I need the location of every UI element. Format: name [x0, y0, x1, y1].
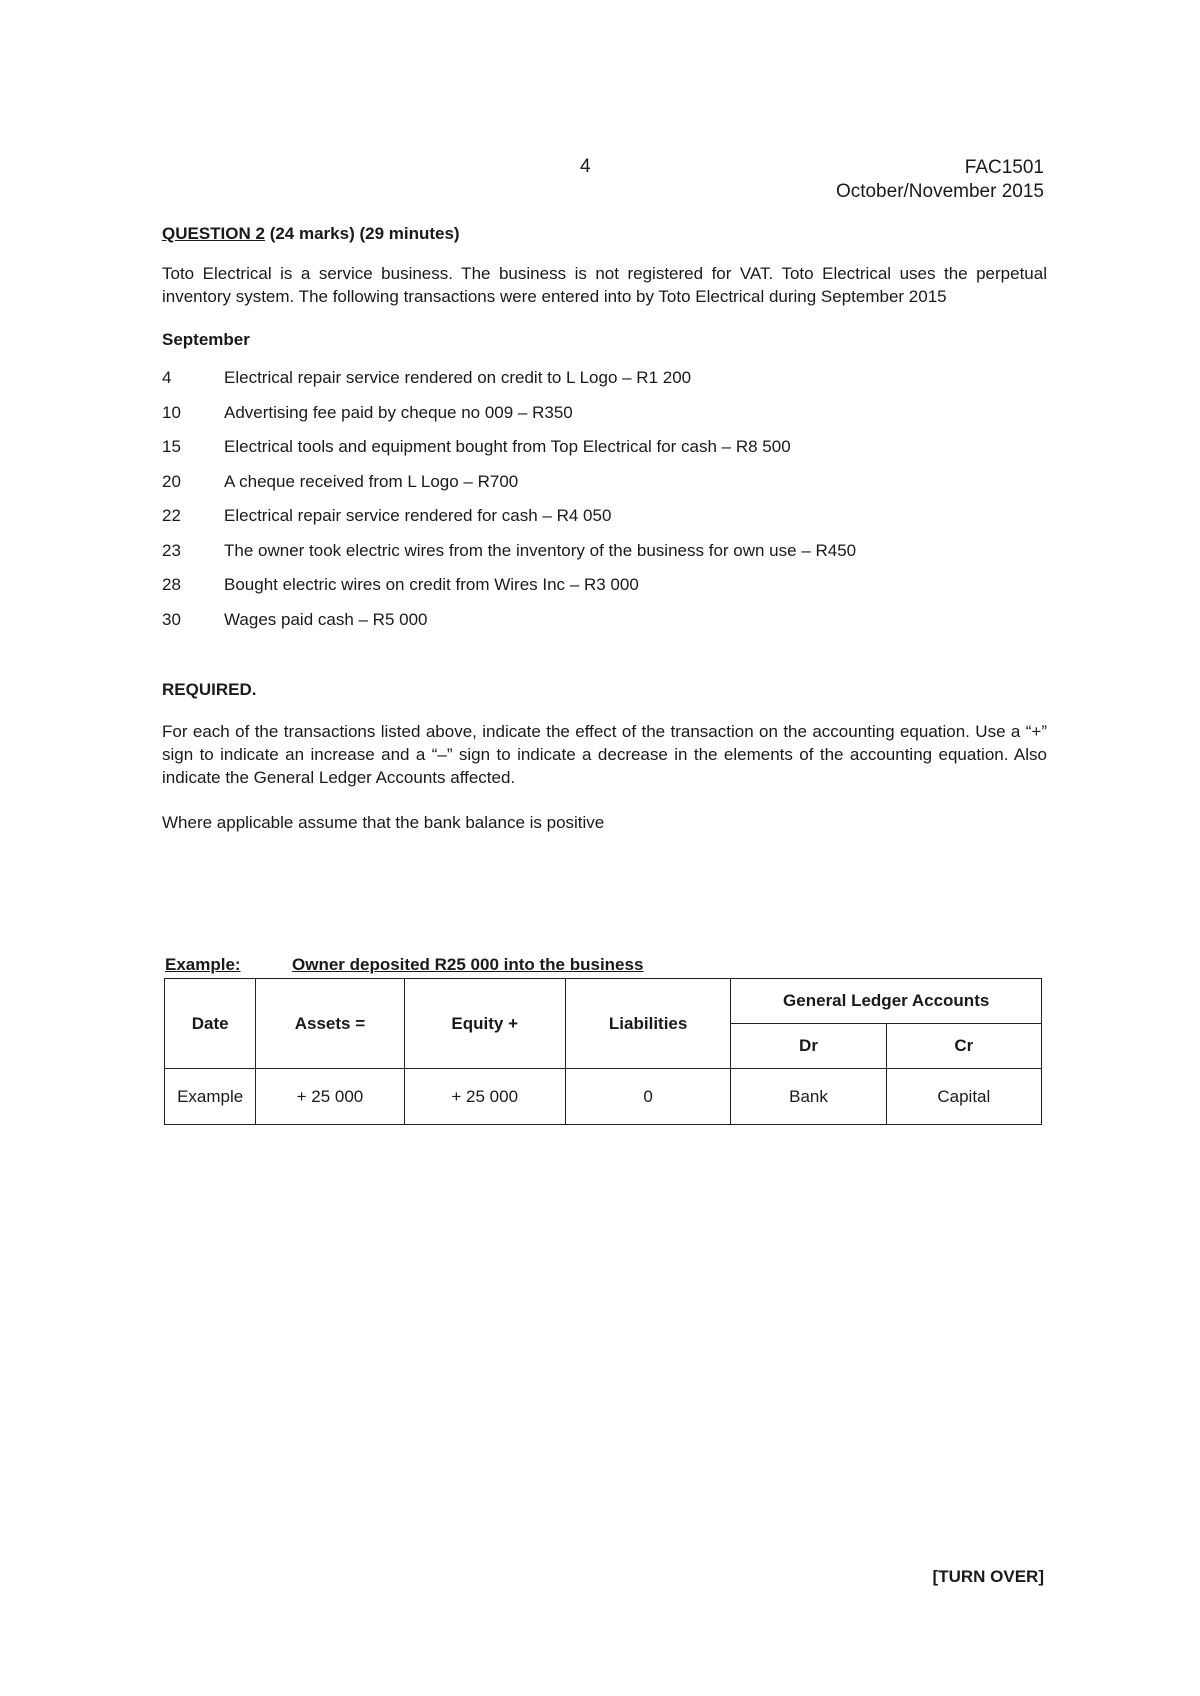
- header-assets: Assets =: [256, 979, 404, 1069]
- transaction-day: 22: [162, 506, 181, 525]
- table-row: [165, 1069, 1042, 1125]
- question-intro: Toto Electrical is a service business. The business is not registered for VAT. Toto Electrical uses the perpetual inventory system. The following transactions were entered into by Toto Electrical during September 2015: [162, 264, 1047, 306]
- question-content: [162, 224, 1047, 834]
- required-instruction: For each of the transactions listed above, indicate the effect of the transaction on the accounting equation. Use a “+” sign to indicate an increase and a “–” sign to indicate a decrease in the elements of the accounting equation. Also indicate the General Ledger Accounts affected.: [162, 722, 1047, 787]
- transaction-item: [162, 575, 1047, 610]
- cell-dr: Bank: [731, 1069, 886, 1125]
- table-header-row: [165, 979, 1042, 1024]
- question-heading: [162, 224, 1047, 244]
- cell-liabilities: 0: [565, 1069, 730, 1125]
- transaction-text: Advertising fee paid by cheque no 009 – R350: [224, 402, 573, 422]
- transaction-text: Electrical repair service rendered for cash – R4 050: [224, 506, 612, 525]
- header-cr: Cr: [886, 1024, 1041, 1069]
- transaction-text: Electrical tools and equipment bought from Top Electrical for cash – R8 500: [224, 437, 791, 456]
- transaction-text: A cheque received from L Logo – R700: [224, 471, 519, 491]
- transaction-item: [162, 368, 1047, 403]
- transaction-day: 30: [162, 609, 181, 629]
- required-heading: REQUIRED.: [162, 680, 257, 699]
- page-number: 4: [580, 156, 591, 177]
- transaction-day: 20: [162, 471, 181, 491]
- required-note: Where applicable assume that the bank balance is positive: [162, 813, 605, 832]
- transaction-item: [162, 472, 1047, 507]
- transaction-text: Wages paid cash – R5 000: [224, 609, 428, 629]
- course-code: FAC1501: [964, 157, 1044, 178]
- transaction-day: 4: [162, 368, 172, 387]
- cell-equity: + 25 000: [404, 1069, 565, 1125]
- transaction-item: [162, 610, 1047, 645]
- transaction-day: 15: [162, 437, 181, 456]
- transaction-item: [162, 541, 1047, 576]
- transaction-list: [162, 368, 1047, 644]
- turn-over-label: [TURN OVER]: [932, 1567, 1044, 1586]
- transaction-item: [162, 403, 1047, 438]
- example-label: Example:: [165, 955, 241, 974]
- transaction-item: [162, 437, 1047, 472]
- month-heading: September: [162, 330, 250, 349]
- transaction-text: The owner took electric wires from the inventory of the business for own use – R450: [224, 540, 857, 560]
- example-description: Owner deposited R25 000 into the business: [292, 955, 644, 974]
- exam-session: October/November 2015: [835, 181, 1044, 202]
- page-header: [836, 156, 1044, 204]
- cell-cr: Capital: [886, 1069, 1041, 1125]
- question-details: (24 marks) (29 minutes): [264, 224, 460, 243]
- header-general-ledger: General Ledger Accounts: [731, 979, 1042, 1024]
- transaction-text: Bought electric wires on credit from Wires Inc – R3 000: [224, 575, 639, 594]
- transaction-item: [162, 506, 1047, 541]
- header-liabilities: Liabilities: [565, 979, 730, 1069]
- cell-assets: + 25 000: [256, 1069, 404, 1125]
- header-equity: Equity +: [404, 979, 565, 1069]
- example-caption: [165, 955, 643, 975]
- cell-date: Example: [165, 1069, 256, 1125]
- question-label: QUESTION 2: [162, 224, 265, 243]
- transaction-text: Electrical repair service rendered on credit to L Logo – R1 200: [224, 368, 692, 387]
- transaction-day: 23: [162, 540, 181, 560]
- example-table: [164, 978, 1042, 1125]
- header-date: Date: [165, 979, 256, 1069]
- header-dr: Dr: [731, 1024, 886, 1069]
- transaction-day: 10: [162, 402, 181, 422]
- transaction-day: 28: [162, 575, 181, 594]
